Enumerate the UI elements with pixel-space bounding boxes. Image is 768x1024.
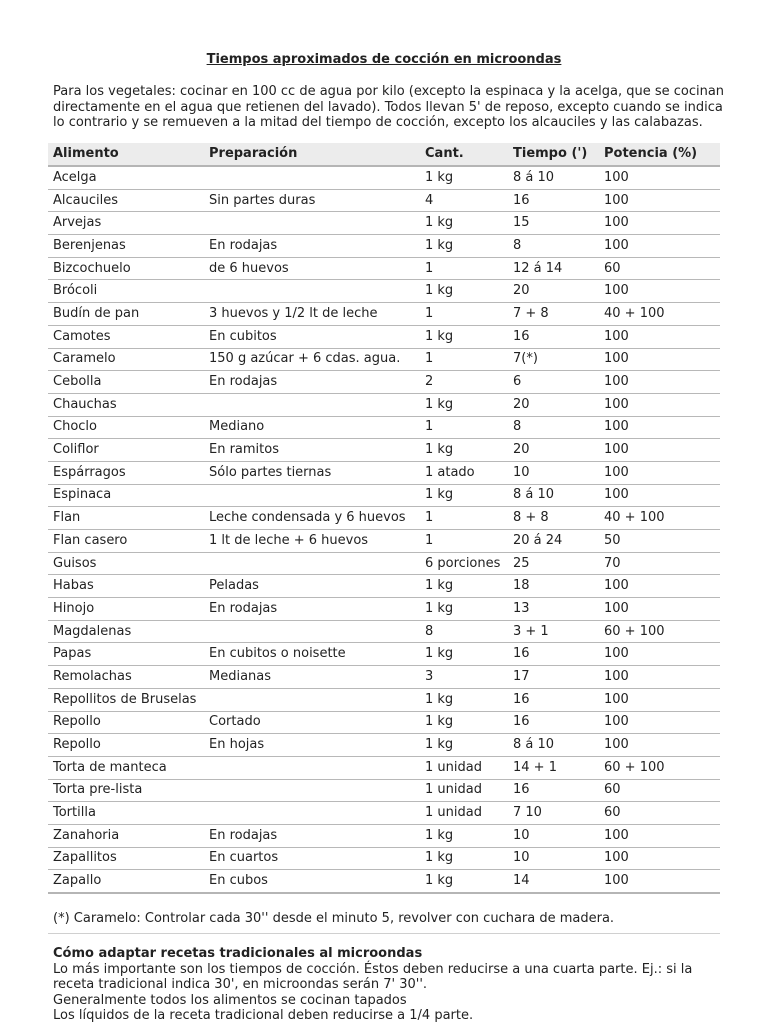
cell-alimento: Habas (48, 575, 204, 598)
cell-alimento: Berenjenas (48, 235, 204, 258)
cell-preparacion: En ramitos (204, 439, 420, 462)
cell-alimento: Caramelo (48, 348, 204, 371)
cell-potencia: 60 + 100 (599, 620, 720, 643)
table-row (48, 348, 720, 371)
cell-cantidad: 6 porciones (420, 552, 508, 575)
cell-alimento: Bizcochuelo (48, 257, 204, 280)
cell-preparacion: Peladas (204, 575, 420, 598)
cell-preparacion: Cortado (204, 711, 420, 734)
cell-cantidad: 1 kg (420, 166, 508, 189)
cell-potencia: 100 (599, 666, 720, 689)
cell-potencia: 100 (599, 371, 720, 394)
table-row (48, 688, 720, 711)
cell-potencia: 60 (599, 779, 720, 802)
cell-cantidad: 1 unidad (420, 802, 508, 825)
cell-alimento: Camotes (48, 325, 204, 348)
document-title: Tiempos aproximados de cocción en microondas (206, 52, 562, 67)
cell-tiempo: 6 (508, 371, 599, 394)
cell-cantidad: 1 kg (420, 280, 508, 303)
tips-line: receta tradicional indica 30', en microondas serán 7' 30''. (53, 977, 428, 992)
cell-tiempo: 16 (508, 779, 599, 802)
intro-line: Para los vegetales: cocinar en 100 cc de agua por kilo (excepto la espinaca y la acelga, que se cocinan (53, 84, 725, 99)
cell-preparacion: En rodajas (204, 824, 420, 847)
cell-cantidad: 2 (420, 371, 508, 394)
table-row (48, 756, 720, 779)
cell-potencia: 100 (599, 870, 720, 893)
cell-alimento: Guisos (48, 552, 204, 575)
tips-line: Generalmente todos los alimentos se cocinan tapados (53, 992, 407, 1008)
cell-potencia: 60 (599, 802, 720, 825)
cell-cantidad: 1 (420, 348, 508, 371)
cell-cantidad: 1 kg (420, 235, 508, 258)
table-row (48, 507, 720, 530)
table-row (48, 257, 720, 280)
cell-tiempo: 16 (508, 711, 599, 734)
table-row (48, 802, 720, 825)
cell-potencia: 40 + 100 (599, 303, 720, 326)
cell-preparacion: Sin partes duras (204, 189, 420, 212)
cell-cantidad: 1 kg (420, 212, 508, 235)
cell-cantidad: 1 (420, 303, 508, 326)
cell-alimento: Chauchas (48, 393, 204, 416)
cell-cantidad: 1 (420, 257, 508, 280)
cell-preparacion: de 6 huevos (204, 257, 420, 280)
cell-potencia: 60 + 100 (599, 756, 720, 779)
cell-potencia: 50 (599, 530, 720, 553)
tips-title: Cómo adaptar recetas tradicionales al microondas (53, 946, 423, 961)
cell-alimento: Arvejas (48, 212, 204, 235)
cell-preparacion (204, 779, 420, 802)
cell-tiempo: 15 (508, 212, 599, 235)
cell-tiempo: 8 á 10 (508, 166, 599, 189)
cooking-times-table (48, 143, 720, 894)
table-row (48, 734, 720, 757)
table-row (48, 620, 720, 643)
cell-cantidad: 1 kg (420, 688, 508, 711)
table-row (48, 212, 720, 235)
cell-alimento: Flan (48, 507, 204, 530)
cell-tiempo: 16 (508, 325, 599, 348)
table-row (48, 643, 720, 666)
cell-cantidad: 1 (420, 416, 508, 439)
table-row (48, 552, 720, 575)
cell-tiempo: 10 (508, 824, 599, 847)
cell-tiempo: 13 (508, 598, 599, 621)
header-cantidad: Cant. (420, 143, 508, 166)
cell-alimento: Zanahoria (48, 824, 204, 847)
table-row (48, 530, 720, 553)
cell-tiempo: 25 (508, 552, 599, 575)
cell-tiempo: 10 (508, 461, 599, 484)
cell-alimento: Zapallitos (48, 847, 204, 870)
cell-tiempo: 10 (508, 847, 599, 870)
cell-cantidad: 1 kg (420, 484, 508, 507)
table-row (48, 325, 720, 348)
table-row (48, 598, 720, 621)
table-row (48, 666, 720, 689)
header-preparacion: Preparación (204, 143, 420, 166)
cell-alimento: Magdalenas (48, 620, 204, 643)
cell-preparacion: En cuartos (204, 847, 420, 870)
cell-preparacion (204, 484, 420, 507)
cell-preparacion (204, 552, 420, 575)
cell-preparacion: En hojas (204, 734, 420, 757)
table-row (48, 461, 720, 484)
cell-alimento: Papas (48, 643, 204, 666)
cell-cantidad: 1 kg (420, 824, 508, 847)
cell-potencia: 100 (599, 212, 720, 235)
table-body (48, 166, 720, 893)
cell-tiempo: 20 (508, 439, 599, 462)
cell-potencia: 40 + 100 (599, 507, 720, 530)
cell-tiempo: 7 + 8 (508, 303, 599, 326)
cell-alimento: Torta pre-lista (48, 779, 204, 802)
cell-preparacion (204, 212, 420, 235)
cell-preparacion: En cubos (204, 870, 420, 893)
cell-potencia: 100 (599, 598, 720, 621)
table-header-row (48, 143, 720, 166)
table-row (48, 711, 720, 734)
cell-potencia: 60 (599, 257, 720, 280)
table-row (48, 779, 720, 802)
cell-potencia: 100 (599, 235, 720, 258)
table-row (48, 189, 720, 212)
cell-alimento: Flan casero (48, 530, 204, 553)
cell-alimento: Hinojo (48, 598, 204, 621)
intro-line: lo contrario y se remueven a la mitad del tiempo de cocción, excepto los alcauciles y las calabazas. (53, 115, 703, 130)
cell-potencia: 100 (599, 280, 720, 303)
cell-alimento: Espárragos (48, 461, 204, 484)
cell-potencia: 100 (599, 847, 720, 870)
cell-tiempo: 16 (508, 688, 599, 711)
cell-cantidad: 1 kg (420, 325, 508, 348)
cell-potencia: 100 (599, 325, 720, 348)
cell-potencia: 100 (599, 461, 720, 484)
cell-potencia: 100 (599, 393, 720, 416)
cell-potencia: 100 (599, 688, 720, 711)
cell-potencia: 100 (599, 484, 720, 507)
cell-preparacion (204, 756, 420, 779)
cell-preparacion (204, 393, 420, 416)
table-row (48, 393, 720, 416)
cell-tiempo: 18 (508, 575, 599, 598)
table-row (48, 439, 720, 462)
cell-cantidad: 3 (420, 666, 508, 689)
cell-alimento: Coliflor (48, 439, 204, 462)
cell-potencia: 100 (599, 734, 720, 757)
cell-cantidad: 1 atado (420, 461, 508, 484)
cell-potencia: 100 (599, 189, 720, 212)
cell-tiempo: 16 (508, 189, 599, 212)
cell-preparacion: En rodajas (204, 371, 420, 394)
cell-preparacion: 150 g azúcar + 6 cdas. agua. (204, 348, 420, 371)
table-row (48, 371, 720, 394)
cell-potencia: 100 (599, 348, 720, 371)
cell-potencia: 100 (599, 575, 720, 598)
cell-cantidad: 1 kg (420, 575, 508, 598)
cell-cantidad: 1 kg (420, 598, 508, 621)
cell-preparacion (204, 620, 420, 643)
cell-tiempo: 16 (508, 643, 599, 666)
cell-preparacion: En cubitos o noisette (204, 643, 420, 666)
tips-section (53, 946, 723, 1024)
cell-cantidad: 1 kg (420, 439, 508, 462)
cell-cantidad: 1 kg (420, 711, 508, 734)
cell-preparacion: En rodajas (204, 235, 420, 258)
cell-potencia: 100 (599, 166, 720, 189)
table-row (48, 303, 720, 326)
cell-tiempo: 8 á 10 (508, 734, 599, 757)
cell-tiempo: 20 (508, 393, 599, 416)
caramel-footnote: (*) Caramelo: Controlar cada 30'' desde el minuto 5, revolver con cuchara de madera. (53, 911, 615, 926)
cell-alimento: Acelga (48, 166, 204, 189)
cell-tiempo: 14 + 1 (508, 756, 599, 779)
tips-line: Los líquidos de la receta tradicional deben reducirse a 1/4 parte. (53, 1008, 474, 1023)
cell-alimento: Remolachas (48, 666, 204, 689)
cell-tiempo: 8 á 10 (508, 484, 599, 507)
cell-preparacion (204, 688, 420, 711)
cell-preparacion: 1 lt de leche + 6 huevos (204, 530, 420, 553)
cell-tiempo: 3 + 1 (508, 620, 599, 643)
cell-preparacion: Sólo partes tiernas (204, 461, 420, 484)
header-alimento: Alimento (48, 143, 204, 166)
cell-potencia: 100 (599, 824, 720, 847)
cell-alimento: Budín de pan (48, 303, 204, 326)
cell-potencia: 100 (599, 711, 720, 734)
tips-line: Lo más importante son los tiempos de cocción. Éstos deben reducirse a una cuarta parte. Ej.: si la (53, 961, 693, 977)
cell-tiempo: 20 (508, 280, 599, 303)
intro-paragraph (53, 84, 723, 131)
cell-cantidad: 8 (420, 620, 508, 643)
cell-tiempo: 8 (508, 416, 599, 439)
cell-alimento: Zapallo (48, 870, 204, 893)
cell-preparacion (204, 166, 420, 189)
cell-preparacion: Leche condensada y 6 huevos (204, 507, 420, 530)
cell-alimento: Repollo (48, 711, 204, 734)
divider (48, 933, 720, 934)
cell-tiempo: 7 10 (508, 802, 599, 825)
cell-preparacion: Mediano (204, 416, 420, 439)
cell-tiempo: 17 (508, 666, 599, 689)
cell-preparacion: 3 huevos y 1/2 lt de leche (204, 303, 420, 326)
cell-cantidad: 1 kg (420, 870, 508, 893)
table-row (48, 484, 720, 507)
table-row (48, 166, 720, 189)
table-row (48, 280, 720, 303)
cell-cantidad: 1 kg (420, 734, 508, 757)
cell-alimento: Cebolla (48, 371, 204, 394)
cell-alimento: Torta de manteca (48, 756, 204, 779)
intro-line: directamente en el agua que retienen del lavado). Todos llevan 5' de reposo, excepto cuando se indica (53, 99, 723, 115)
header-tiempo: Tiempo (') (508, 143, 599, 166)
cell-tiempo: 8 + 8 (508, 507, 599, 530)
table-row (48, 824, 720, 847)
cell-tiempo: 12 á 14 (508, 257, 599, 280)
table-row (48, 416, 720, 439)
cell-alimento: Espinaca (48, 484, 204, 507)
cell-preparacion: En cubitos (204, 325, 420, 348)
cell-cantidad: 1 unidad (420, 756, 508, 779)
cell-cantidad: 1 kg (420, 643, 508, 666)
cell-preparacion (204, 802, 420, 825)
cell-alimento: Repollitos de Bruselas (48, 688, 204, 711)
cell-alimento: Choclo (48, 416, 204, 439)
cell-tiempo: 7(*) (508, 348, 599, 371)
cell-alimento: Repollo (48, 734, 204, 757)
cell-potencia: 100 (599, 416, 720, 439)
table-row (48, 847, 720, 870)
cell-tiempo: 20 á 24 (508, 530, 599, 553)
cell-cantidad: 1 kg (420, 393, 508, 416)
cell-tiempo: 8 (508, 235, 599, 258)
cell-potencia: 100 (599, 643, 720, 666)
cell-preparacion (204, 280, 420, 303)
table-row (48, 235, 720, 258)
cell-cantidad: 1 kg (420, 847, 508, 870)
cell-tiempo: 14 (508, 870, 599, 893)
header-potencia: Potencia (%) (599, 143, 720, 166)
cell-alimento: Tortilla (48, 802, 204, 825)
cell-cantidad: 4 (420, 189, 508, 212)
cell-potencia: 70 (599, 552, 720, 575)
cell-cantidad: 1 unidad (420, 779, 508, 802)
table-row (48, 575, 720, 598)
cell-alimento: Brócoli (48, 280, 204, 303)
cell-alimento: Alcauciles (48, 189, 204, 212)
cell-preparacion: Medianas (204, 666, 420, 689)
cell-potencia: 100 (599, 439, 720, 462)
cell-cantidad: 1 (420, 530, 508, 553)
cell-preparacion: En rodajas (204, 598, 420, 621)
table-row (48, 870, 720, 893)
cell-cantidad: 1 (420, 507, 508, 530)
